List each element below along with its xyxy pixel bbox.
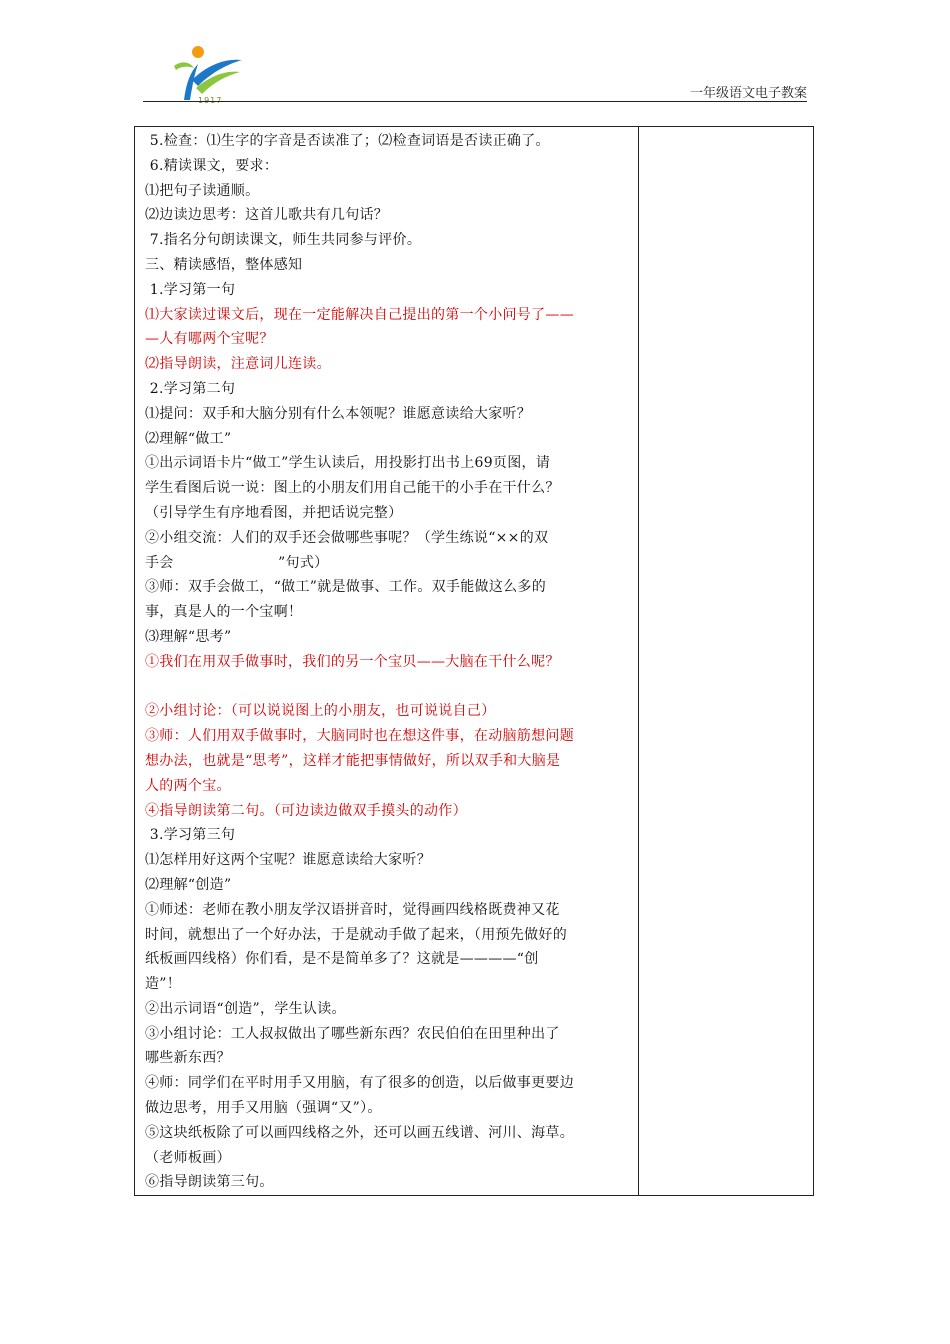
content-line: 2.学习第二句 [145,380,236,397]
content-line: 三、精读感悟，整体感知 [145,256,303,273]
content-line: ①出示词语卡片“做工”学生认读后，用投影打出书上69页图，请 [145,455,551,472]
content-line: ②出示词语“创造”，学生认读。 [145,1000,346,1017]
content-line: ①我们在用双手做事时，我们的另一个宝贝——大脑在干什么呢？ [145,653,560,670]
content-line: 做边思考，用手又用脑（强调“又”）。 [145,1100,382,1117]
content-line: 7.指名分句朗读课文，师生共同参与评价。 [145,232,422,249]
content-line: 时间，就想出了一个好办法，于是就动手做了起来，（用预先做好的 [145,926,567,943]
content-line: 事，真是人的一个宝啊！ [145,604,303,621]
logo-year: 1917 [198,96,223,105]
content-line: 哪些新东西？ [145,1050,231,1067]
content-line: ③小组讨论：工人叔叔做出了哪些新东西？农民伯伯在田里种出了 [145,1025,560,1042]
header-rule [143,101,807,102]
content-line: 1.学习第一句 [145,281,236,298]
content-line: ②小组交流：人们的双手还会做哪些事呢？（学生练说“××的双 [145,529,549,546]
content-line: ④指导朗读第二句。（可边读边做双手摸头的动作） [145,802,467,819]
content-line: ⑵理解“创造” [145,876,232,893]
content-line: ④师：同学们在平时用手又用脑，有了很多的创造，以后做事更要边 [145,1075,574,1092]
content-line: ⑴怎样用好这两个宝呢？谁愿意读给大家听？ [145,852,431,869]
content-line: （老师板画） [145,1149,231,1166]
column-divider [638,127,639,1195]
content-line: 纸板画四线格）你们看，是不是简单多了？这就是————“创 [145,951,539,968]
header-title: 一年级语文电子教案 [689,86,807,101]
content-line: ②小组讨论：（可以说说图上的小朋友，也可说说自己） [145,703,496,720]
lesson-table [134,126,814,1196]
content-line: —人有哪两个宝呢？ [145,331,274,348]
lesson-content-column [145,129,633,1195]
content-line: 5.检查：⑴生字的字音是否读准了；⑵检查词语是否读正确了。 [145,133,550,149]
content-line: 造”！ [145,976,182,993]
content-line: ⑶理解“思考” [145,628,232,645]
content-line: 想办法，也就是“思考”，这样才能把事情做好，所以双手和大脑是 [145,752,561,769]
content-line [145,675,633,700]
content-line: 手会 ”句式） [145,554,329,571]
content-line: ③师：双手会做工，“做工”就是做事、工作。双手能做这么多的 [145,579,547,596]
content-line: ⑴大家读过课文后，现在一定能解决自己提出的第一个小问号了—— [145,306,574,323]
content-line: 人的两个宝。 [145,777,231,794]
content-line: 6.精读课文，要求： [145,157,279,174]
content-line: （引导学生有序地看图，并把话说完整） [145,504,403,521]
content-line: ⑤这块纸板除了可以画四线格之外，还可以画五线谱、河川、海草。 [145,1124,574,1141]
content-line: ⑥指导朗读第三句。 [145,1174,274,1191]
content-line: ⑴提问：双手和大脑分别有什么本领呢？谁愿意读给大家听？ [145,405,532,422]
content-line: 学生看图后说一说：图上的小朋友们用自己能干的小手在干什么？ [145,480,560,497]
content-line: ⑵边读边思考：这首儿歌共有几句话？ [145,207,389,224]
content-line: ⑵理解“做工” [145,430,232,447]
content-line: ⑵指导朗读，注意词儿连读。 [145,356,331,373]
content-line: 3.学习第三句 [145,827,236,844]
content-line: ⑴把句子读通顺。 [145,182,260,199]
content-line: ①师述：老师在教小朋友学汉语拼音时，觉得画四线格既费神又花 [145,901,560,918]
content-line: ③师：人们用双手做事时，大脑同时也在想这件事，在动脑筋想问题 [145,728,574,745]
